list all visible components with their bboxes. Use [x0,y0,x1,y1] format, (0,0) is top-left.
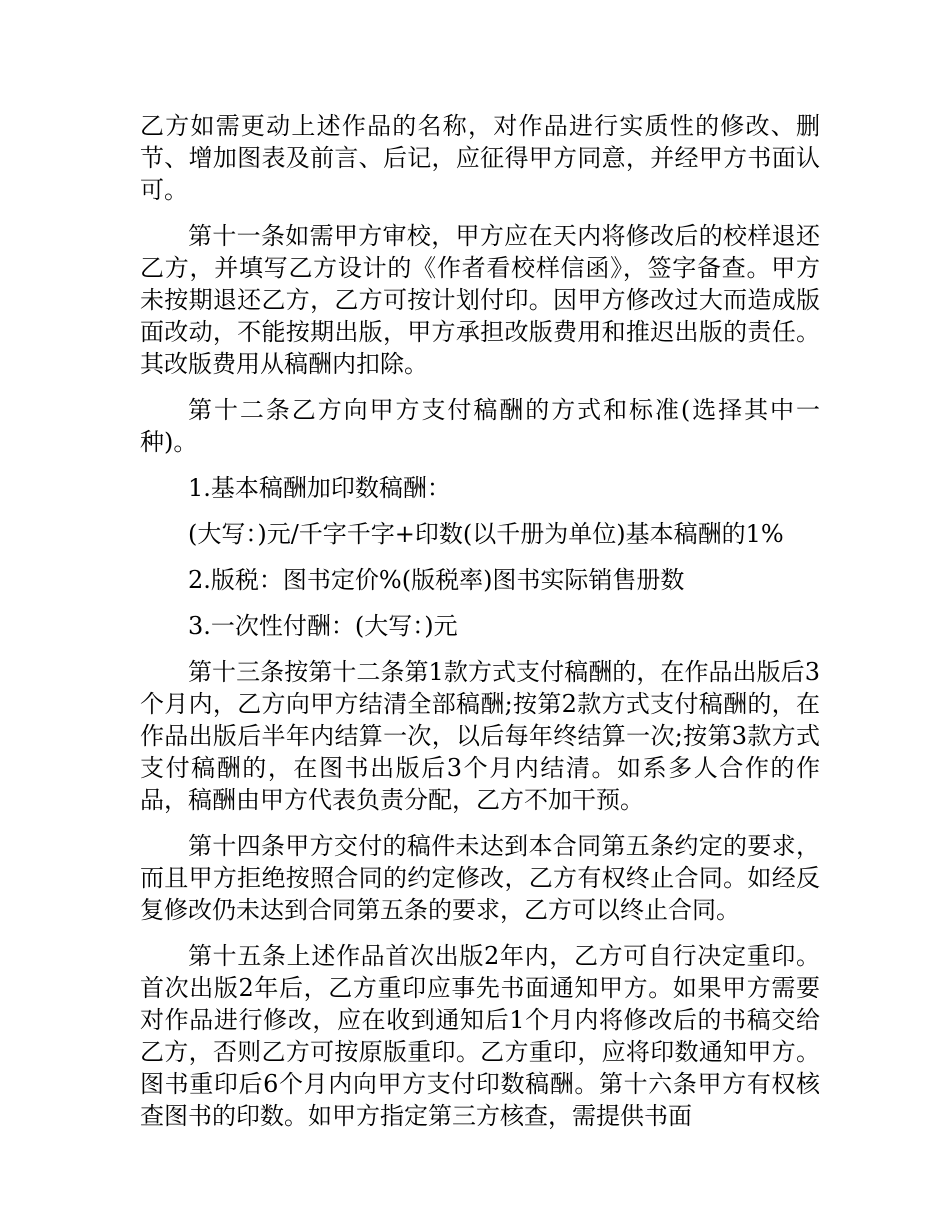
paragraph-article-13: 第十三条按第十二条第1款方式支付稿酬的，在作品出版后3个月内，乙方向甲方结清全部稿酬;按第2款方式支付稿酬的，在作品出版后半年内结算一次，以后每年终结算一次;按第3款方式支付稿酬的，在图书出版后3个月内结清。如系多人合作的作品，稿酬由甲方代表负责分配，乙方不加干预。 [140,658,820,814]
paragraph-article-15: 第十五条上述作品首次出版2年内，乙方可自行决定重印。首次出版2年后，乙方重印应事先书面通知甲方。如果甲方需要对作品进行修改，应在收到通知后1个月内将修改后的书稿交给乙方，否则乙方可按原版重印。乙方重印，应将印数通知甲方。图书重印后6个月内向甲方支付印数稿酬。第十六条甲方有权核查图书的印数。如甲方指定第三方核查，需提供书面 [140,942,820,1130]
paragraph-article-12: 第十二条乙方向甲方支付稿酬的方式和标准(选择其中一种)。 [140,396,820,456]
paragraph-option-3: 3.一次性付酬：(大写：)元 [188,612,458,640]
paragraph-option-2: 2.版税：图书定价%(版税率)图书实际销售册数 [188,566,685,594]
paragraph-option-1: 1.基本稿酬加印数稿酬： [188,474,451,502]
paragraph-article-14: 第十四条甲方交付的稿件未达到本合同第五条约定的要求，而且甲方拒绝按照合同的约定修改，乙方有权终止合同。如经反复修改仍未达到合同第五条的要求，乙方可以终止合同。 [140,832,820,924]
document-body [140,110,820,1146]
paragraph-article-11: 第十一条如需甲方审校，甲方应在天内将修改后的校样退还乙方，并填写乙方设计的《作者看校样信函》，签字备查。甲方未按期退还乙方，乙方可按计划付印。因甲方修改过大而造成版面改动，不能按期出版，甲方承担改版费用和推迟出版的责任。其改版费用从稿酬内扣除。 [140,222,820,378]
paragraph-option-1-formula: (大写：)元/千字千字+印数(以千册为单位)基本稿酬的1% [188,520,784,548]
paragraph-continuation: 乙方如需更动上述作品的名称，对作品进行实质性的修改、删节、增加图表及前言、后记，应征得甲方同意，并经甲方书面认可。 [140,112,820,204]
